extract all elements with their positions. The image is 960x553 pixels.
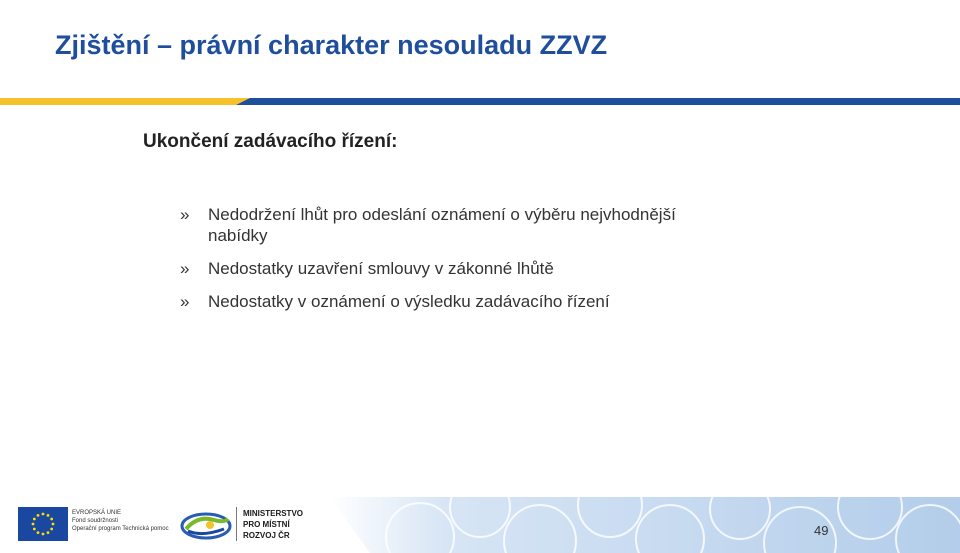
footer-decorative-band — [330, 497, 960, 553]
eu-star-icon — [32, 523, 35, 526]
footer — [0, 497, 960, 553]
section-heading: Ukončení zadávacího řízení: — [143, 131, 398, 152]
ministry-logo-text — [243, 508, 303, 541]
eu-star-icon — [42, 533, 45, 536]
eu-star-icon — [33, 528, 36, 531]
page-number: 49 — [814, 523, 829, 538]
ministry-logo-line: PRO MÍSTNÍ — [243, 520, 290, 529]
eu-star-icon — [37, 514, 40, 517]
bullet-text: Nedodržení lhůt pro odeslání oznámení o výběru nejvhodnější — [208, 205, 676, 224]
eu-star-icon — [52, 523, 55, 526]
slide-title: Zjištění – právní charakter nesouladu ZZVZ — [55, 30, 608, 60]
eu-star-icon — [50, 518, 53, 521]
ministry-logo-line: MINISTERSTVO — [243, 509, 304, 518]
eu-logo-line: Fond soudržnosti — [72, 518, 119, 524]
ministry-logo-icon — [180, 509, 232, 541]
bullet-item — [180, 257, 820, 280]
bullet-list — [180, 203, 820, 323]
eu-star-icon — [50, 528, 53, 531]
eu-star-icon — [47, 531, 50, 534]
title-underline-bar — [0, 98, 960, 105]
bullet-marker: » — [180, 292, 190, 311]
bullet-marker: » — [180, 205, 190, 224]
bullet-text: Nedostatky uzavření smlouvy v zákonné lhůtě — [208, 259, 554, 278]
eu-star-icon — [42, 513, 45, 516]
eu-logo-line: EVROPSKÁ UNIE — [72, 510, 122, 516]
eu-flag-logo — [18, 507, 68, 541]
title-bar-yellow — [0, 98, 250, 105]
eu-logo-text — [72, 509, 169, 533]
title-bar-blue — [236, 98, 960, 105]
bullet-text: Nedostatky v oznámení o výsledku zadávacího řízení — [208, 292, 610, 311]
bullet-item — [180, 203, 820, 247]
bullet-item — [180, 290, 820, 313]
eu-star-icon — [33, 518, 36, 521]
bullet-marker: » — [180, 259, 190, 278]
ministry-logo-line: ROZVOJ ČR — [243, 531, 290, 540]
bullet-text-continued: nabídky — [208, 226, 268, 245]
eu-logo-line: Operační program Technická pomoc — [72, 526, 169, 532]
eu-star-icon — [47, 514, 50, 517]
eu-star-icon — [37, 531, 40, 534]
logo-divider — [236, 507, 237, 541]
